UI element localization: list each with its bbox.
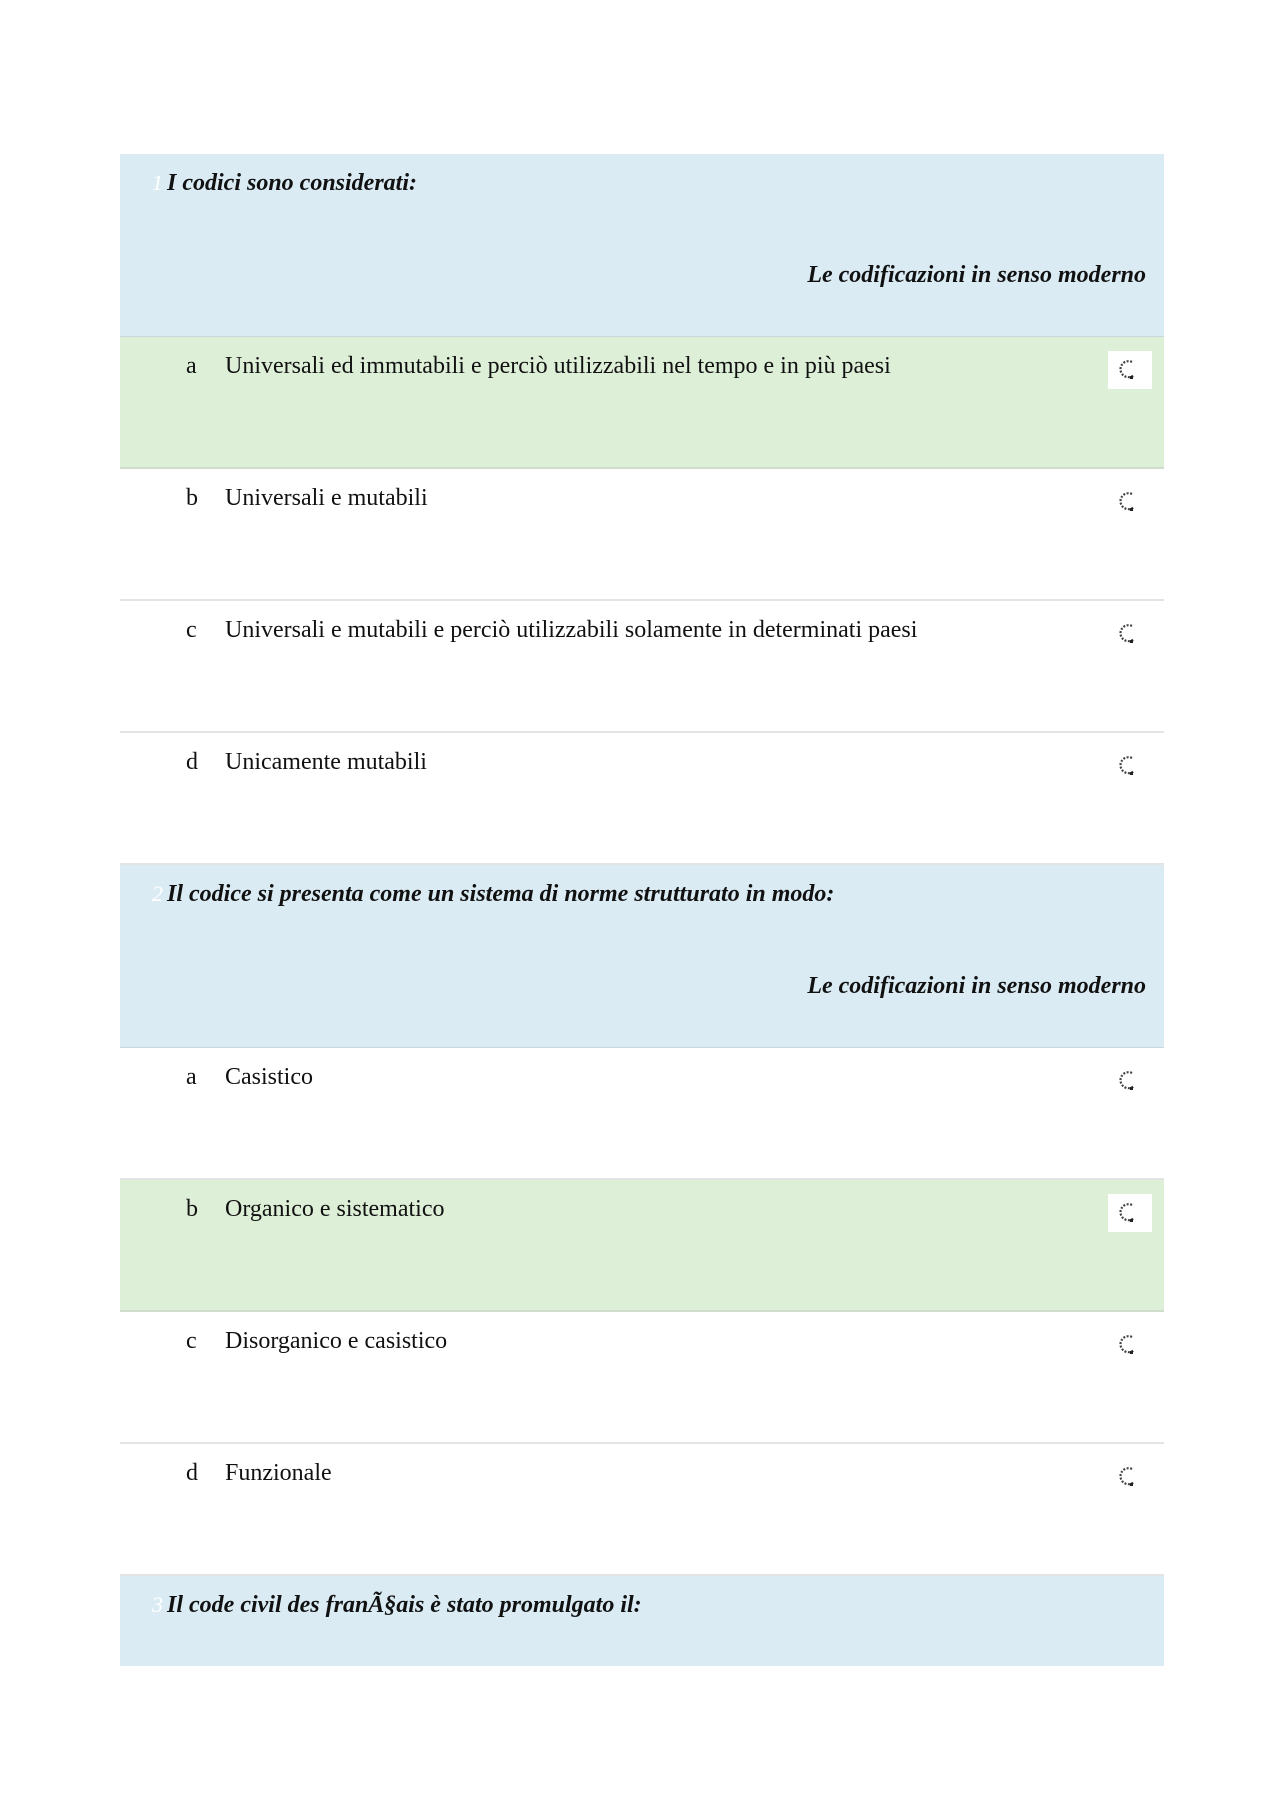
question-title (152, 170, 417, 197)
answer-option-2b[interactable] (120, 1180, 1164, 1312)
question-title (152, 1592, 642, 1619)
option-letter: c (186, 617, 197, 643)
option-letter: a (186, 1064, 197, 1090)
option-letter: b (186, 1196, 198, 1222)
option-letter: d (186, 749, 198, 775)
radio-button-icon[interactable] (1108, 1194, 1152, 1232)
question-text: Il codice si presenta come un sistema di norme strutturato in modo: (167, 881, 835, 907)
option-text: Disorganico e casistico (225, 1328, 448, 1354)
question-1-header (120, 154, 1164, 337)
question-2-header (120, 865, 1164, 1048)
radio-button-icon[interactable] (1108, 483, 1152, 521)
answer-option-2d[interactable] (120, 1444, 1164, 1576)
radio-button-icon[interactable] (1108, 1458, 1152, 1496)
radio-button-icon[interactable] (1108, 1062, 1152, 1100)
option-text: Casistico (225, 1064, 313, 1090)
quiz-document (120, 154, 1164, 1666)
question-number: 2 (152, 881, 163, 906)
radio-button-icon[interactable] (1108, 615, 1152, 653)
answer-option-2c[interactable] (120, 1312, 1164, 1444)
option-text: Organico e sistematico (225, 1196, 445, 1222)
option-text: Universali ed immutabili e perciò utilizzabili nel tempo e in più paesi (225, 353, 891, 379)
radio-button-icon[interactable] (1108, 1326, 1152, 1364)
answer-option-1d[interactable] (120, 733, 1164, 865)
option-letter: a (186, 353, 197, 379)
question-number: 1 (152, 170, 163, 195)
answer-option-2a[interactable] (120, 1048, 1164, 1180)
radio-button-icon[interactable] (1108, 747, 1152, 785)
option-text: Funzionale (225, 1460, 332, 1486)
answer-option-1b[interactable] (120, 469, 1164, 601)
question-3-header (120, 1576, 1164, 1666)
option-text: Universali e mutabili e perciò utilizzabili solamente in determinati paesi (225, 617, 918, 643)
option-letter: d (186, 1460, 198, 1486)
option-text: Universali e mutabili (225, 485, 428, 511)
question-title (152, 881, 834, 908)
option-text: Unicamente mutabili (225, 749, 427, 775)
answer-option-1a[interactable] (120, 337, 1164, 469)
radio-button-icon[interactable] (1108, 351, 1152, 389)
answer-option-1c[interactable] (120, 601, 1164, 733)
option-letter: b (186, 485, 198, 511)
question-topic: Le codificazioni in senso moderno (807, 262, 1146, 288)
question-text: I codici sono considerati: (167, 170, 417, 196)
question-topic: Le codificazioni in senso moderno (807, 973, 1146, 999)
question-number: 3 (152, 1592, 163, 1617)
option-letter: c (186, 1328, 197, 1354)
question-text: Il code civil des franÃ§ais è stato promulgato il: (167, 1592, 642, 1618)
